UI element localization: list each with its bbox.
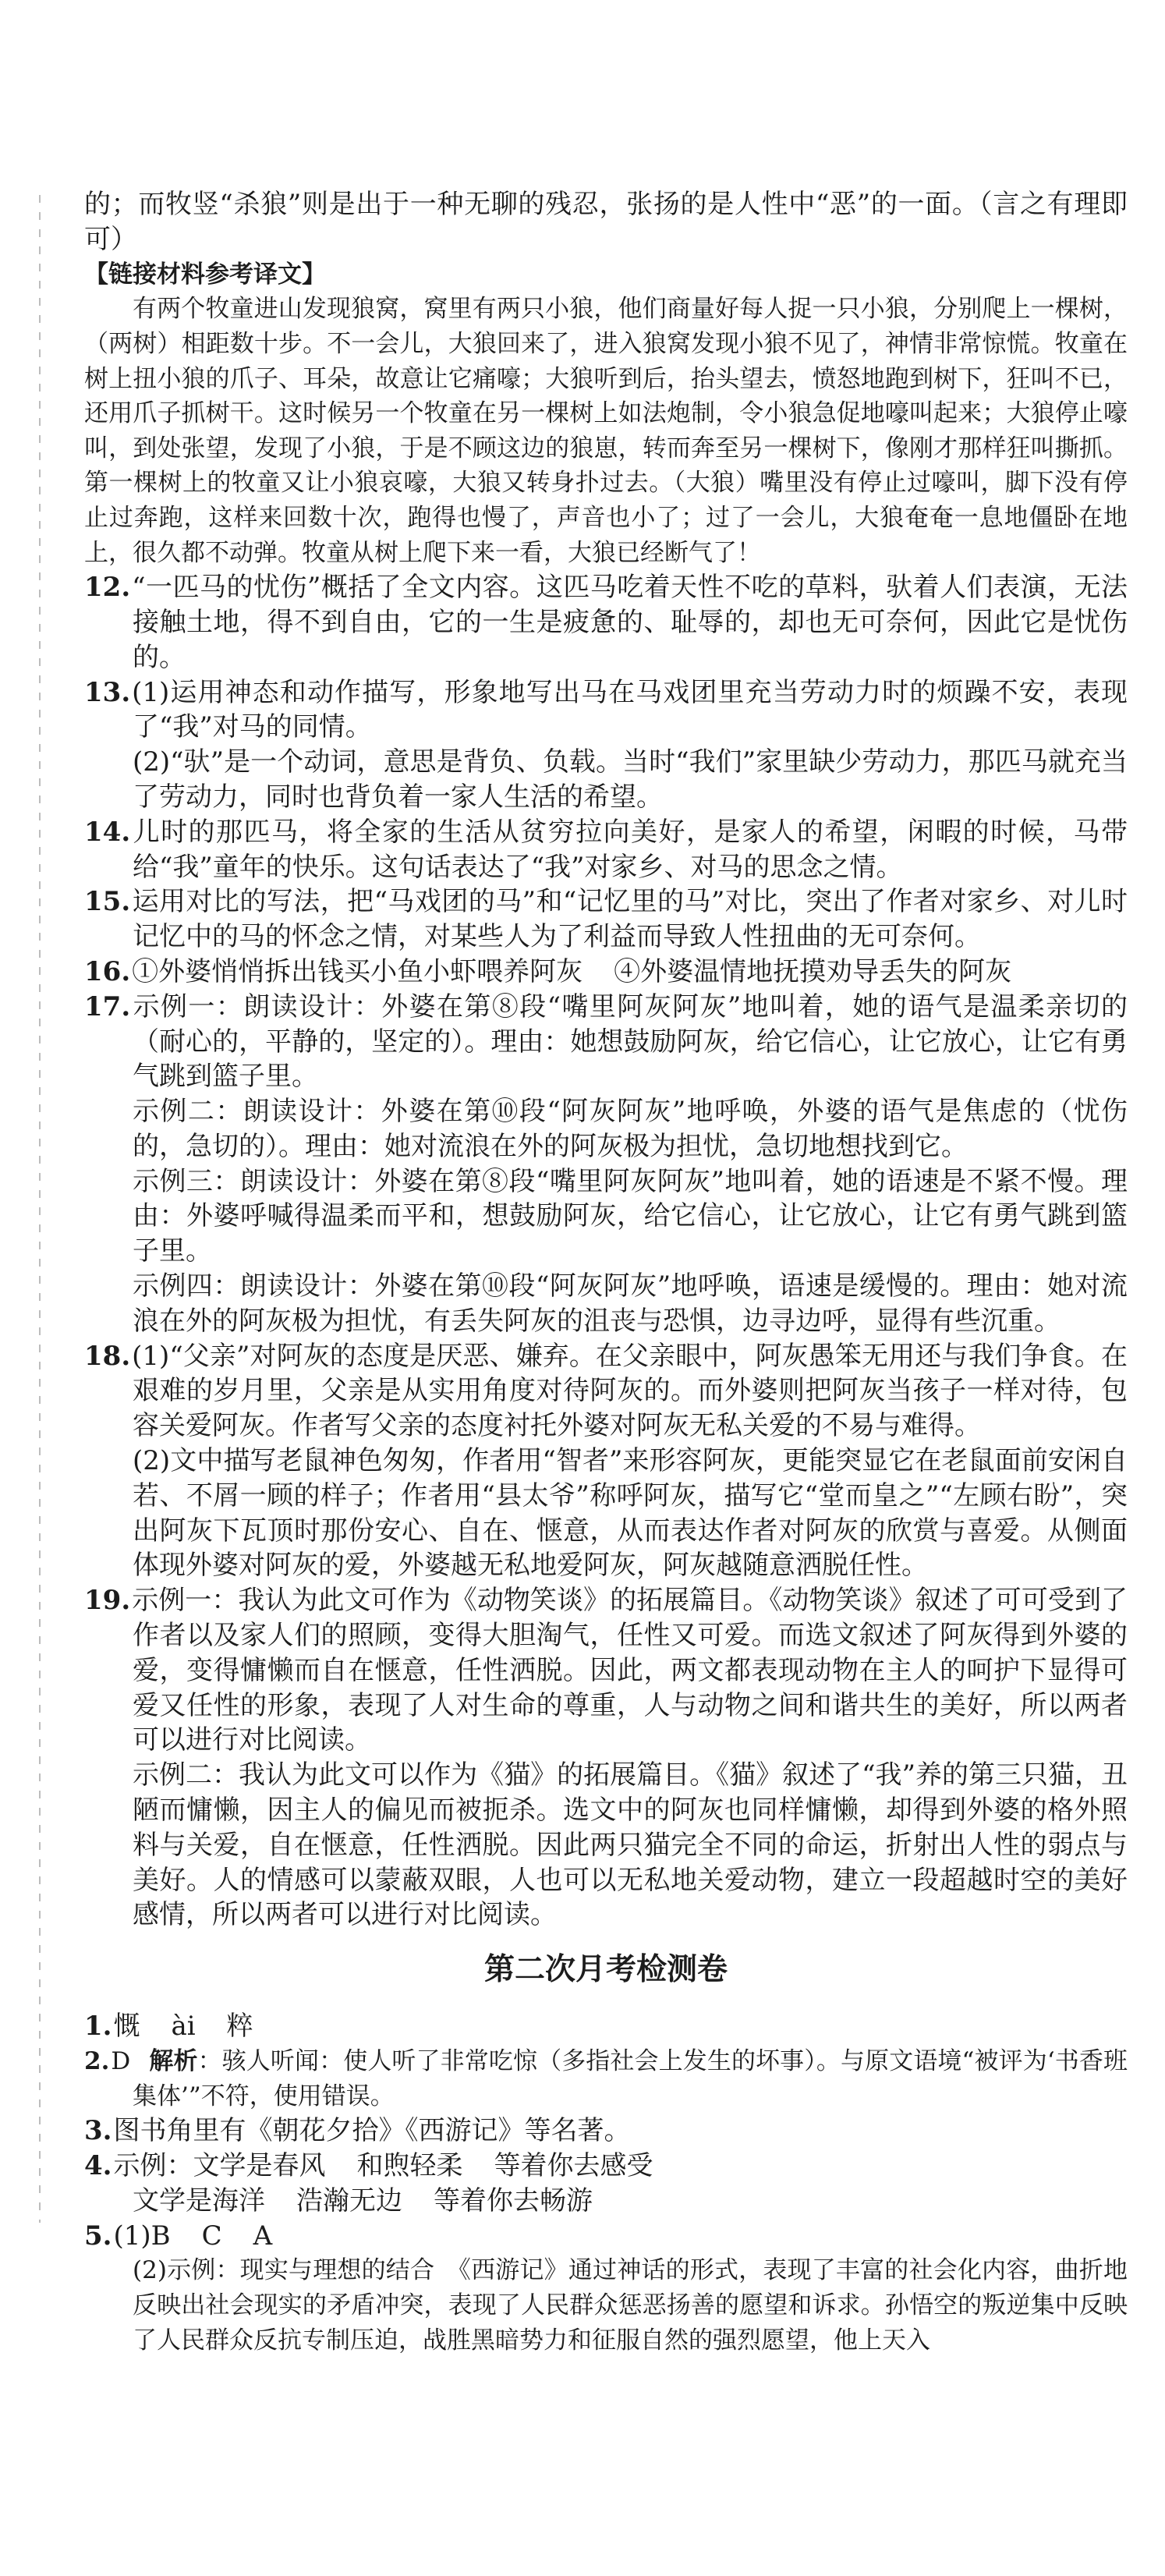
example-part: 等着你去感受: [494, 2150, 653, 2181]
exam-q2: [84, 2044, 1128, 2114]
answer-15: [84, 884, 1128, 955]
exam-q1: [84, 2009, 1128, 2044]
answer-12: [84, 570, 1128, 675]
answer-part: A: [253, 2220, 273, 2252]
example-part: 文学是海洋: [133, 2184, 265, 2216]
answer-sub: (2)“驮”是一个动词，意思是背负、负载。当时“我们”家里缺少劳动力，那匹马就充当了劳动力，同时也背负着一家人生活的希望。: [133, 746, 1128, 813]
question-number: 5.: [84, 2220, 112, 2252]
analysis-label: 解析: [149, 2047, 198, 2076]
example-part: 浩瀚无边: [296, 2184, 402, 2216]
answer-number: 12.: [84, 572, 131, 604]
example-part: 和煦轻柔: [356, 2150, 463, 2181]
answer-text: 图书角里有《朝花夕拾》《西游记》等名著。: [113, 2115, 631, 2147]
answer-17: [84, 990, 1128, 1339]
question-number: 3.: [84, 2115, 112, 2147]
continuation-paragraph: 的；而牧竖“杀狼”则是出于一种无聊的残忍，张扬的是人性中“恶”的一面。（言之有理即可）: [84, 189, 1128, 255]
answer-text: (1)“父亲”对阿灰的态度是厌恶、嫌弃。在父亲眼中，阿灰愚笨无用还与我们争食。在艰难的岁月里，父亲是从实用角度对待阿灰的。而外婆则把阿灰当孩子一样对待，包容关爱阿灰。作者写父亲的态度衬托外婆对阿灰无私关爱的不易与难得。: [132, 1340, 1128, 1442]
exam-q3: [84, 2114, 1128, 2149]
exam-q4: [84, 2149, 1128, 2219]
margin-rule: [39, 195, 41, 2223]
exam-q5: [84, 2219, 1128, 2358]
translation-heading: 【链接材料参考译文】: [84, 260, 326, 289]
answer-number: 17.: [84, 990, 131, 1022]
question-number: 4.: [84, 2150, 112, 2181]
answer-text: ①外婆悄悄拆出钱买小鱼小虾喂养阿灰: [132, 955, 583, 987]
answer-part: 粹: [226, 2011, 253, 2043]
answer-choice: D: [111, 2047, 131, 2076]
answer-sub: 示例四：朗读设计：外婆在第⑩段“阿灰阿灰”地呼唤，语速是缓慢的。理由：她对流浪在外的阿灰极为担忧，有丢失阿灰的沮丧与恐惧，边寻边呼，显得有些沉重。: [133, 1270, 1128, 1337]
answer-part: C: [201, 2220, 222, 2252]
answer-16: [84, 955, 1128, 990]
answer-sub: (2)文中描写老鼠神色匆匆，作者用“智者”来形容阿灰，更能突显它在老鼠面前安闲自若、不屑一顾的样子；作者用“县太爷”称呼阿灰，描写它“堂而皇之”“左顾右盼”，突出阿灰下瓦顶时那份安心、自在、惬意，从而表达作者对阿灰的欣赏与喜爱。从侧面体现外婆对阿灰的爱，外婆越无私地爱阿灰，阿灰越随意洒脱任性。: [133, 1445, 1128, 1582]
example-part: 示例：文学是春风: [113, 2150, 326, 2181]
example-part: 等着你去畅游: [434, 2184, 593, 2216]
answer-18: [84, 1339, 1128, 1584]
answer-sub: 示例三：朗读设计：外婆在第⑧段“嘴里阿灰阿灰”地叫着，她的语速是不紧不慢。理由：外婆呼喊得温柔而平和，想鼓励阿灰，给它信心，让它放心，让它有勇气跳到篮子里。: [133, 1165, 1128, 1267]
answer-text: “一匹马的忧伤”概括了全文内容。这匹马吃着天性不吃的草料，驮着人们表演，无法接触土地，得不到自由，它的一生是疲惫的、耻辱的，却也无可奈何，因此它是忧伤的。: [132, 572, 1128, 673]
answer-number: 14.: [84, 816, 131, 848]
answer-text-2: ④外婆温情地抚摸劝导丢失的阿灰: [614, 955, 1012, 987]
answer-14: [84, 815, 1128, 885]
answer-text: 示例一：我认为此文可作为《动物笑谈》的拓展篇目。《动物笑谈》叙述了可可受到了作者以及家人们的照顾，变得大胆淘气，任性又可爱。而选文叙述了阿灰得到外婆的爱，变得慵懒而自在惬意，任性洒脱。因此，两文都表现动物在主人的呵护下显得可爱又任性的形象，表现了人对生命的尊重，人与动物之间和谐共生的美好，所以两者可以进行对比阅读。: [132, 1585, 1128, 1756]
answer-text: 示例一：朗读设计：外婆在第⑧段“嘴里阿灰阿灰”地叫着，她的语气是温柔亲切的（耐心的，平静的，坚定的）。理由：她想鼓励阿灰，给它信心，让它放心，让它有勇气跳到篮子里。: [132, 990, 1128, 1093]
answer-sub: (2)示例：现实与理想的结合 《西游记》通过神话的形式，表现了丰富的社会化内容，曲折地反映出社会现实的矛盾冲突，表现了人民群众惩恶扬善的愿望和诉求。孙悟空的叛逆集中反映了人民群众反抗专制压迫，战胜黑暗势力和征服自然的强烈愿望，他上天入: [133, 2256, 1128, 2355]
answer-sub: 示例二：朗读设计：外婆在第⑩段“阿灰阿灰”地呼唤，外婆的语气是焦虑的（忧伤的，急切的）。理由：她对流浪在外的阿灰极为担忧，急切地想找到它。: [133, 1096, 1128, 1162]
question-number: 1.: [84, 2011, 112, 2043]
section-title: 第二次月考检测卷: [483, 1952, 728, 1988]
answer-text: (1)运用神态和动作描写，形象地写出马在马戏团里充当劳动力时的烦躁不安，表现了“我”对马的同情。: [132, 676, 1128, 743]
translation-text: 有两个牧童进山发现狼窝，窝里有两只小狼，他们商量好每人捉一只小狼，分别爬上一棵树，（两树）相距数十步。不一会儿，大狼回来了，进入狼窝发现小狼不见了，神情非常惊慌。牧童在树上扭小狼的爪子、耳朵，故意让它痛嚎；大狼听到后，抬头望去，愤怒地跑到树下，狂叫不已，还用爪子抓树干。这时候另一个牧童在另一棵树上如法炮制，令小狼急促地嚎叫起来；大狼停止嚎叫，到处张望，发现了小狼，于是不顾这边的狼崽，转而奔至另一棵树下，像刚才那样狂叫撕抓。第一棵树上的牧童又让小狼哀嚎，大狼又转身扑过去。（大狼）嘴里没有停止过嚎叫，脚下没有停止过奔跑，这样来回数十次，跑得也慢了，声音也小了；过了一会儿，大狼奄奄一息地僵卧在地上，很久都不动弹。牧童从树上爬下来一看，大狼已经断气了！: [84, 295, 1128, 567]
answer-part: ài: [171, 2011, 196, 2043]
analysis-text: ：骇人听闻：使人听了非常吃惊（多指社会上发生的坏事）。与原文语境“被评为‘书香班集体’”不符，使用错误。: [133, 2047, 1128, 2110]
answer-part: 慨: [113, 2011, 140, 2043]
answer-number: 13.: [84, 676, 131, 708]
answer-number: 18.: [84, 1340, 131, 1372]
answer-number: 16.: [84, 955, 131, 987]
question-number: 2.: [84, 2047, 110, 2076]
answer-text: 儿时的那匹马，将全家的生活从贫穷拉向美好，是家人的希望，闲暇的时候，马带给“我”童年的快乐。这句话表达了“我”对家乡、对马的思念之情。: [132, 816, 1128, 883]
answer-19: [84, 1583, 1128, 1933]
answer-13: [84, 675, 1128, 815]
answer-sub: 示例二：我认为此文可以作为《猫》的拓展篇目。《猫》叙述了“我”养的第三只猫，丑陋而慵懒，因主人的偏见而被扼杀。选文中的阿灰也同样慵懒，却得到外婆的格外照料与关爱，自在惬意，任性洒脱。因此两只猫完全不同的命运，折射出人性的弱点与美好。人的情感可以蒙蔽双眼，人也可以无私地关爱动物，建立一段超越时空的美好感情，所以两者可以进行对比阅读。: [133, 1759, 1128, 1931]
answer-part: (1)B: [113, 2220, 171, 2252]
answer-number: 19.: [84, 1585, 131, 1617]
answer-number: 15.: [84, 886, 131, 918]
answer-text: 运用对比的写法，把“马戏团的马”和“记忆里的马”对比，突出了作者对家乡、对儿时记忆中的马的怀念之情，对某些人为了利益而导致人性扭曲的无可奈何。: [132, 886, 1128, 953]
